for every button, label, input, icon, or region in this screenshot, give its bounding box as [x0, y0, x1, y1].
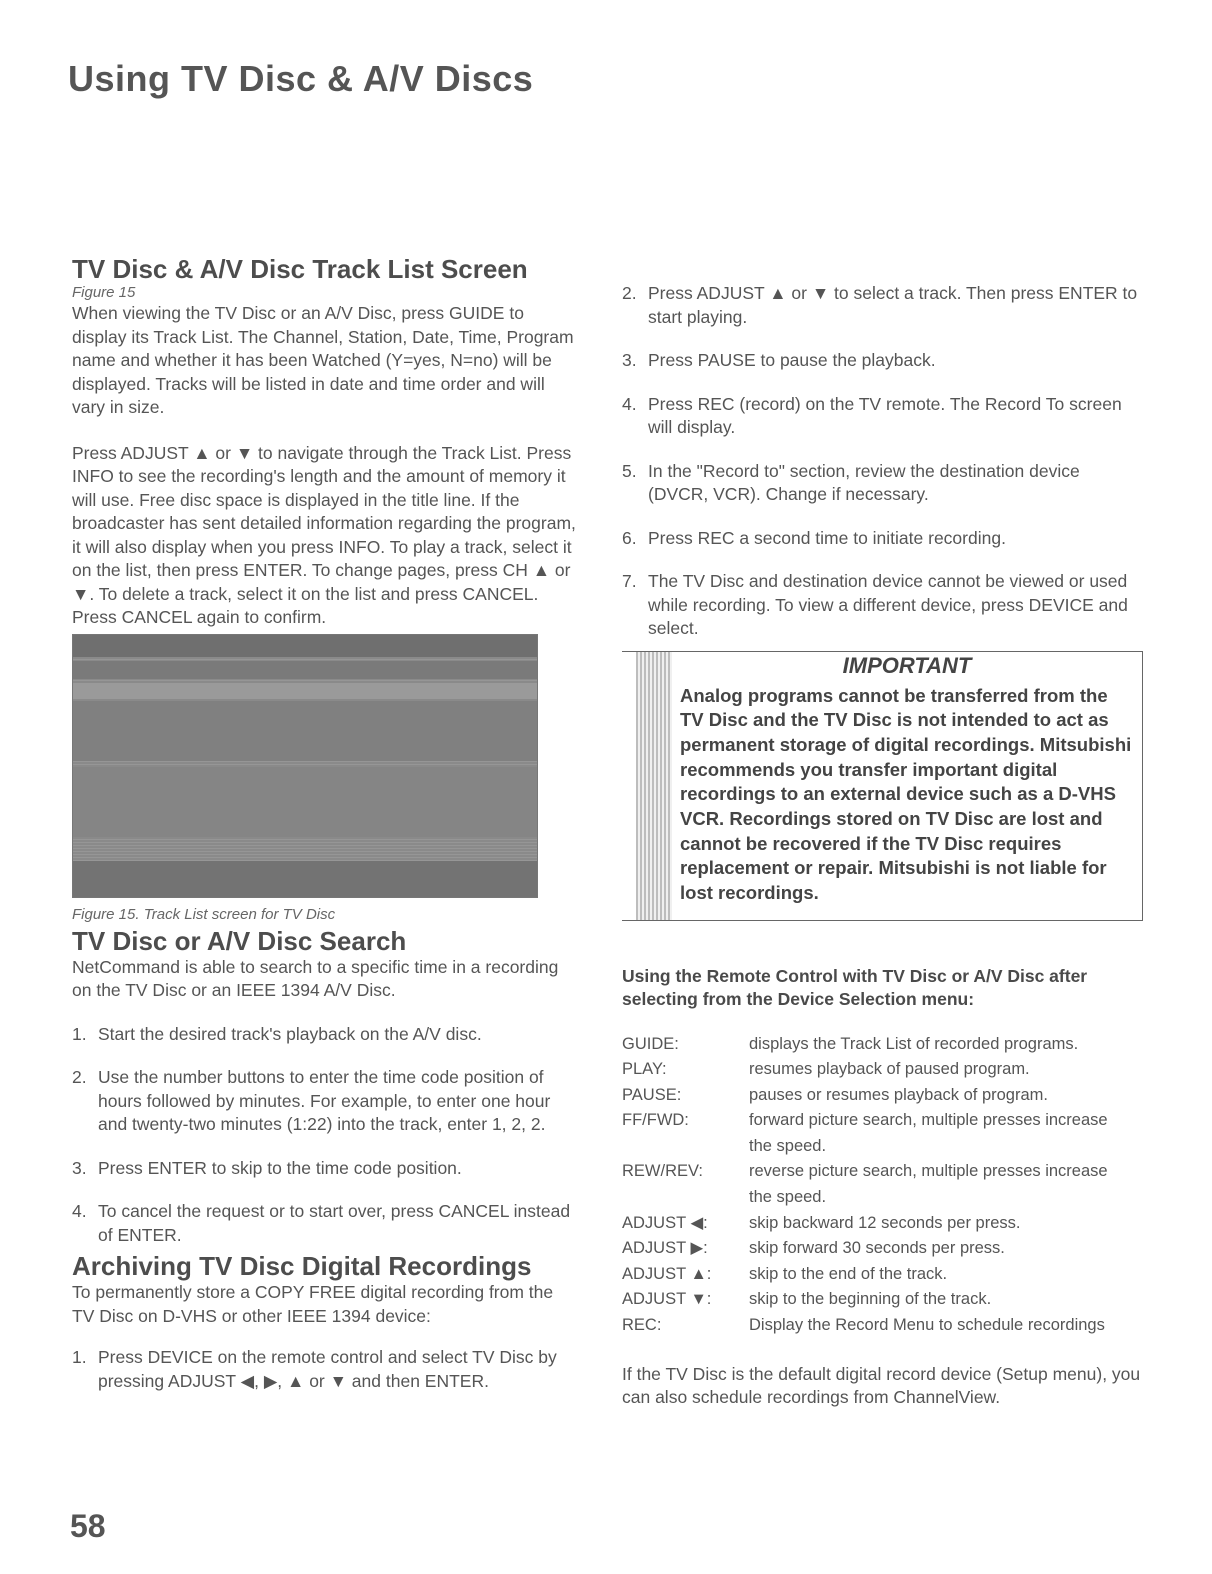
- screen-info-block: [73, 701, 537, 761]
- archiving-step: 4. Press REC (record) on the TV remote. The Record To screen will display.: [622, 393, 1122, 437]
- search-intro: NetCommand is able to search to a specific time in a recording on the TV Disc or an IEEE 1394 A/V Disc.: [72, 956, 559, 1000]
- page-number: 58: [70, 1508, 106, 1544]
- archiving-step: 1. Press DEVICE on the remote control and select TV Disc by pressing ADJUST ◀, ▶, ▲ or ▼ and then ENTER.: [72, 1347, 557, 1391]
- archiving-step: 2. Press ADJUST ▲ or ▼ to select a track. Then press ENTER to start playing.: [622, 283, 1138, 327]
- key-row: REW/REV: reverse picture search, multiple presses increase the speed.: [622, 1162, 1108, 1207]
- important-body: Analog programs cannot be transferred from the TV Disc and the TV Disc is not intended to act as permanent storage of digital recordings. Mitsubishi recommends you transfer important digital recordings to an external device such as a D-VHS VCR. Recordings stored on TV Disc are lost and cannot be recovered if the TV Disc requires replacement or repair. Mitsubishi is not liable for lost recordings.: [680, 684, 1132, 904]
- key-row: PLAY: resumes playback of paused program.: [622, 1060, 1030, 1079]
- key-row: REC: Display the Record Menu to schedule recordings: [622, 1316, 1105, 1335]
- screen-title-bar: [73, 635, 537, 657]
- search-heading: TV Disc or A/V Disc Search: [72, 925, 407, 956]
- figure-caption: Figure 15. Track List screen for TV Disc: [72, 905, 336, 923]
- screen-track-rows: [73, 767, 537, 837]
- key-row: PAUSE: pauses or resumes playback of program.: [622, 1085, 1048, 1104]
- key-row: ADJUST ▼: skip to the beginning of the track.: [622, 1290, 992, 1309]
- remote-key-table: [622, 1032, 1129, 1339]
- track-list-screen-figure: [72, 634, 538, 898]
- track-list-paragraph-1: When viewing the TV Disc or an A/V Disc, press GUIDE to display its Track List. The Channel, Station, Date, Time, Program name and whether it has been Watched (Y=yes, N=no) will be displayed. Tracks will be listed in date and time order and will vary in size.: [72, 303, 574, 417]
- archiving-step: 7. The TV Disc and destination device cannot be viewed or used while recording. To view a different device, press DEVICE and select.: [622, 571, 1128, 638]
- archiving-steps-right: [622, 282, 1142, 641]
- archiving-intro: To permanently store a COPY FREE digital recording from the TV Disc on D-VHS or other IEEE 1394 device:: [72, 1282, 554, 1326]
- screen-selected-row: [73, 683, 537, 699]
- search-step: 4. To cancel the request or to start over, press CANCEL instead of ENTER.: [72, 1201, 571, 1245]
- key-row: ADJUST ▶: skip forward 30 seconds per press.: [622, 1239, 1005, 1258]
- archiving-step: 3. Press PAUSE to pause the playback.: [622, 350, 936, 370]
- key-row: ADJUST ◀: skip backward 12 seconds per press.: [622, 1213, 1021, 1232]
- screen-header-row: [73, 661, 537, 679]
- search-step: 1. Start the desired track's playback on the A/V disc.: [72, 1023, 482, 1044]
- screen-help-bar: [73, 861, 537, 897]
- left-column: [72, 254, 577, 1393]
- archiving-step: 6. Press REC a second time to initiate recording.: [622, 527, 1006, 548]
- channelview-note: If the TV Disc is the default digital record device (Setup menu), you can also schedule recordings from ChannelView.: [622, 1363, 1141, 1408]
- archiving-heading: Archiving TV Disc Digital Recordings: [72, 1251, 532, 1281]
- important-notice-box: [622, 651, 1143, 921]
- right-column: [622, 282, 1142, 1410]
- archiving-step: 5. In the "Record to" section, review the destination device (DVCR, VCR). Change if necessary.: [622, 460, 1080, 504]
- key-row: GUIDE: displays the Track List of recorded programs.: [622, 1034, 1079, 1053]
- important-heading: IMPORTANT: [842, 652, 972, 678]
- search-steps: [72, 1023, 577, 1248]
- archiving-steps-left: [72, 1346, 577, 1393]
- search-step: 3. Press ENTER to skip to the time code position.: [72, 1157, 462, 1178]
- page-title: Using TV Disc & A/V Discs: [68, 58, 534, 99]
- figure-reference: Figure 15: [72, 284, 136, 301]
- track-list-heading: TV Disc & A/V Disc Track List Screen: [72, 254, 528, 284]
- search-step: 2. Use the number buttons to enter the time code position of hours followed by minutes. For example, to enter one hour and twenty-two minutes (1:22) into the track, enter 1, 2, 2.: [72, 1067, 551, 1134]
- notice-stripe-decoration: [636, 652, 672, 920]
- key-row: FF/FWD: forward picture search, multiple presses increase the speed.: [622, 1111, 1108, 1155]
- track-list-paragraph-2: Press ADJUST ▲ or ▼ to navigate through the Track List. Press INFO to see the recording's length and the amount of memory it will use. Free disc space is displayed in the title line. If the broadcaster has sent detailed information regarding the program, it will also display when you press INFO. To play a track, select it on the list, then press ENTER. To change pages, press CH ▲ or ▼. To delete a track, select it on the list and press CANCEL. Press CANCEL again to confirm.: [72, 442, 576, 627]
- key-row: ADJUST ▲: skip to the end of the track.: [622, 1264, 948, 1283]
- remote-control-subheading: Using the Remote Control with TV Disc or A/V Disc after selecting from the Device Selection menu:: [622, 965, 1088, 1009]
